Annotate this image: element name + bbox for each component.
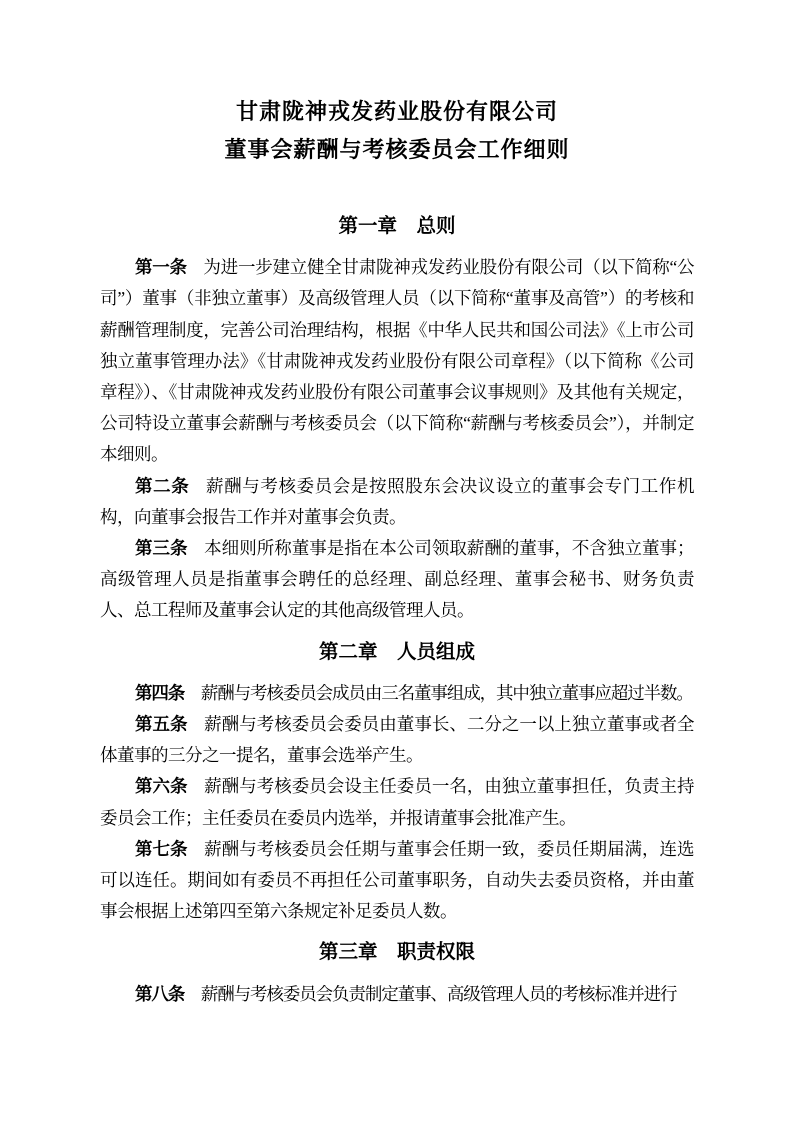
chapter-3-heading: 第三章 职责权限	[318, 942, 475, 964]
article-1-text: 为进一步建立健全甘肃陇神戎发药业股份有限公司（以下简称“公司”）董事（非独立董事）及高级管理人员（以下简称“董事及高管”）的考核和薪酬管理制度，完善公司治理结构，根据《中华人民共和国公司法》《上市公司独立董事管理办法》《甘肃陇神戎发药业股份有限公司章程》（以下简称《公司章程》）、《甘肃陇神戎发药业股份有限公司董事会议事规则》及其他有关规定，公司特设立董事会薪酬与考核委员会（以下简称“薪酬与考核委员会”），并制定本细则。	[100, 257, 695, 465]
article-6-number: 第六条	[135, 776, 188, 797]
article-1-number: 第一条	[135, 257, 187, 278]
article-8-text: 薪酬与考核委员会负责制定董事、高级管理人员的考核标准并进行	[200, 983, 677, 1004]
article-3	[100, 533, 694, 627]
article-4-number: 第四条	[135, 682, 185, 703]
article-4-text: 薪酬与考核委员会成员由三名董事组成，其中独立董事应超过半数。	[200, 682, 693, 703]
article-1	[100, 252, 694, 470]
article-5	[100, 709, 694, 771]
article-2-text: 薪酬与考核委员会是按照股东会决议设立的董事会专门工作机构，向董事会报告工作并对董事会负责。	[100, 475, 695, 527]
article-6	[100, 771, 694, 833]
title-line-1: 甘肃陇神戎发药业股份有限公司	[235, 99, 558, 124]
chapter-1-heading: 第一章 总则	[338, 216, 456, 237]
title-line-2: 董事会薪酬与考核委员会工作细则	[224, 137, 570, 162]
article-7-text: 薪酬与考核委员会任期与董事会任期一致，委员任期届满，连选可以连任。期间如有委员不再担任公司董事职务，自动失去委员资格，并由董事会根据上述第四至第六条规定补足委员人数。	[100, 838, 695, 922]
article-5-text: 薪酬与考核委员会委员由董事长、二分之一以上独立董事或者全体董事的三分之一提名，董事会选举产生。	[100, 714, 695, 766]
article-8-number: 第八条	[135, 983, 185, 1004]
article-3-text: 本细则所称董事是指在本公司领取薪酬的董事，不含独立董事；高级管理人员是指董事会聘任的总经理、副总经理、董事会秘书、财务负责人、总工程师及董事会认定的其他高级管理人员。	[100, 538, 695, 621]
article-7-number: 第七条	[135, 838, 188, 859]
article-6-text: 薪酬与考核委员会设主任委员一名，由独立董事担任，负责主持委员会工作；主任委员在委员内选举，并报请董事会批准产生。	[100, 776, 695, 828]
article-8	[100, 979, 694, 1010]
chapter-2-heading: 第二章 人员组成	[318, 641, 475, 663]
article-7	[100, 834, 694, 928]
article-5-number: 第五条	[135, 714, 188, 735]
article-2	[100, 471, 694, 533]
document-title	[100, 93, 694, 169]
article-2-number: 第二条	[135, 475, 190, 496]
article-4	[100, 678, 694, 709]
article-3-number: 第三条	[135, 538, 188, 559]
